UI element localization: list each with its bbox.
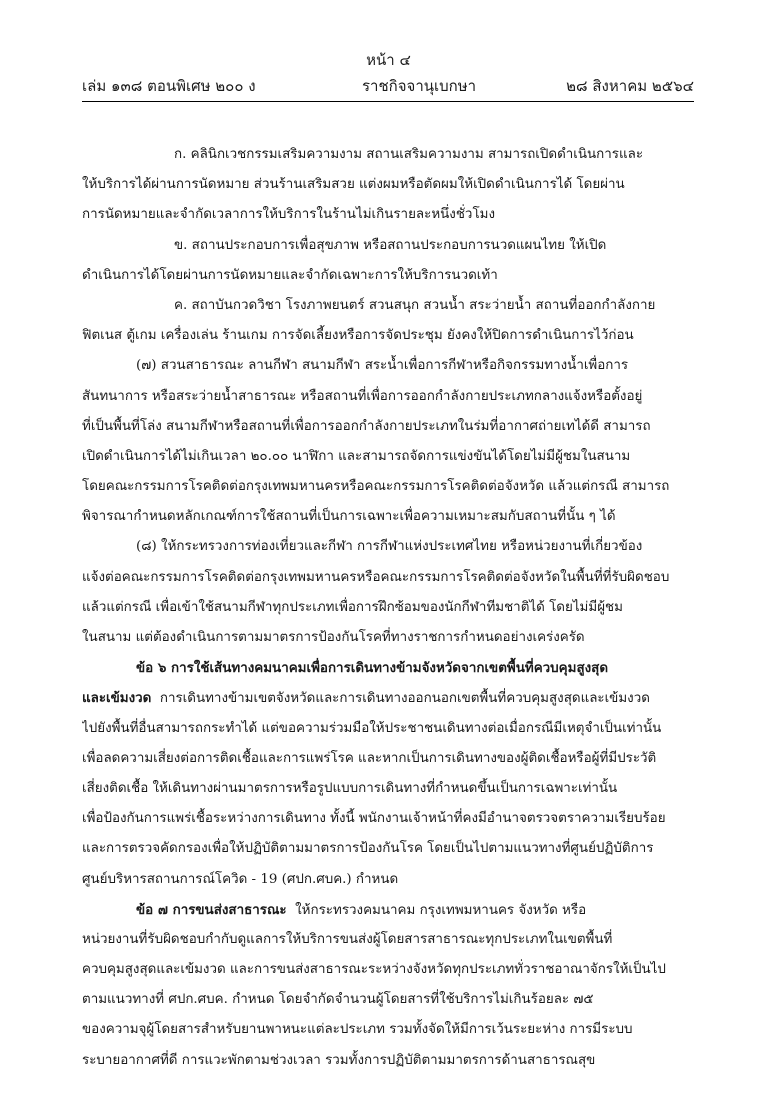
header-publication: ราชกิจจานุเบกษา (362, 77, 477, 95)
text-line: (๗) สวนสาธารณะ ลานกีฬา สนามกีฬา สระน้ำเพื่อการกีฬาหรือกิจกรรมทางน้ำเพื่อการ (136, 358, 629, 374)
text-line (82, 895, 694, 925)
header-rule (82, 101, 694, 102)
text-line: ให้บริการได้ผ่านการนัดหมาย ส่วนร้านเสริมสวย แต่งผมหรือตัดผมให้เปิดดำเนินการได้ โดยผ่าน (82, 177, 625, 193)
section-7-text: ให้กระทรวงคมนาคม กรุงเทพมหานคร จังหวัด หรือ (295, 902, 587, 918)
text-line: ก. คลินิกเวชกรรมเสริมความงาม สถานเสริมความงาม สามารถเปิดดำเนินการและ (174, 147, 644, 162)
text-line: ตามแนวทางที่ ศปก.ศบค. กำหนด โดยจำกัดจำนวนผู้โดยสารที่ใช้บริการไม่เกินร้อยละ ๗๕ (82, 992, 594, 1008)
text-line: เพื่อป้องกันการแพร่เชื้อระหว่างการเดินทาง ทั้งนี้ พนักงานเจ้าหน้าที่คงมีอำนาจตรวจตราความเรียบร้อย (82, 811, 666, 827)
text-line: ฟิตเนส ตู้เกม เครื่องเล่น ร้านเกม การจัดเลี้ยงหรือการจัดประชุม ยังคงให้ปิดการดำเนินการไว้ก่อน (82, 328, 634, 344)
text-line: ควบคุมสูงสุดและเข้มงวด และการขนส่งสาธารณะระหว่างจังหวัดทุกประเภททั่วราชอาณาจักรให้เป็นไป (82, 962, 666, 978)
text-line: แจ้งต่อคณะกรรมการโรคติดต่อกรุงเทพมหานครหรือคณะกรรมการโรคติดต่อจังหวัดในพื้นที่ที่รับผิดชอบ (82, 569, 670, 585)
text-line: ศูนย์บริหารสถานการณ์โควิด - 19 (ศปก.ศบค.) กำหนด (82, 871, 399, 887)
header-volume: เล่ม ๑๓๘ ตอนพิเศษ ๒๐๐ ง (82, 77, 256, 95)
text-line: หน่วยงานที่รับผิดชอบกำกับดูแลการให้บริการขนส่งผู้โดยสารสาธารณะทุกประเภทในเขตพื้นที่ (82, 931, 613, 947)
text-line: พิจารณากำหนดหลักเกณฑ์การใช้สถานที่เป็นการเฉพาะเพื่อความเหมาะสมกับสถานที่นั้น ๆ ได้ (82, 509, 616, 525)
text-line: ดำเนินการได้โดยผ่านการนัดหมายและจำกัดเฉพาะการให้บริการนวดเท้า (82, 267, 498, 283)
page-number: หน้า ๔ (366, 51, 411, 69)
text-line: ระบายอากาศที่ดี การแวะพักตามช่วงเวลา รวมทั้งการปฏิบัติตามมาตรการด้านสาธารณสุข (82, 1052, 596, 1068)
text-line: เปิดดำเนินการได้ไม่เกินเวลา ๒๐.๐๐ นาฬิกา และสามารถจัดการแข่งขันได้โดยไม่มีผู้ชมในสนาม (82, 448, 631, 464)
text-line: โดยคณะกรรมการโรคติดต่อกรุงเทพมหานครหรือคณะกรรมการโรคติดต่อจังหวัด แล้วแต่กรณี สามารถ (82, 479, 670, 495)
section-7-heading: ข้อ ๗ การขนส่งสาธารณะ (136, 901, 287, 918)
text-line: การนัดหมายและจำกัดเวลาการให้บริการในร้านไม่เกินรายละหนึ่งชั่วโมง (82, 207, 495, 223)
text-line: แล้วแต่กรณี เพื่อเข้าใช้สนามกีฬาทุกประเภทเพื่อการฝึกซ้อมของนักกีฬาทีมชาติได้ โดยไม่มีผู้ชม (82, 599, 623, 615)
text-line: เสี่ยงติดเชื้อ ให้เดินทางผ่านมาตรการหรือรูปแบบการเดินทางที่กำหนดขึ้นเป็นการเฉพาะเท่านั้น (82, 780, 618, 796)
text-line: (๘) ให้กระทรวงการท่องเที่ยวและกีฬา การกีฬาแห่งประเทศไทย หรือหน่วยงานที่เกี่ยวข้อง (136, 539, 643, 555)
section-6-heading: ข้อ ๖ การใช้เส้นทางคมนาคมเพื่อการเดินทางข้ามจังหวัดจากเขตพื้นที่ควบคุมสูงสุด (136, 660, 609, 677)
text-line: สันทนาการ หรือสระว่ายน้ำสาธารณะ หรือสถานที่เพื่อการออกกำลังกายประเภทกลางแจ้งหรือตั้งอยู่ (82, 388, 643, 404)
text-line: และการตรวจคัดกรองเพื่อให้ปฏิบัติตามมาตรการป้องกันโรค โดยเป็นไปตามแนวทางที่ศูนย์ปฏิบัติการ (82, 841, 654, 857)
document-body (82, 140, 694, 1076)
section-6-text: การเดินทางข้ามเขตจังหวัดและการเดินทางออกนอกเขตพื้นที่ควบคุมสูงสุดและเข้มงวด (159, 691, 650, 707)
text-line: ข. สถานประกอบการเพื่อสุขภาพ หรือสถานประกอบการนวดแผนไทย ให้เปิด (174, 237, 607, 253)
text-line: ของความจุผู้โดยสารสำหรับยานพาหนะแต่ละประเภท รวมทั้งจัดให้มีการเว้นระยะห่าง การมีระบบ (82, 1022, 633, 1038)
text-line: ที่เป็นพื้นที่โล่ง สนามกีฬาหรือสถานที่เพื่อการออกกำลังกายประเภทในร่มที่อากาศถ่ายเทได้ดี สามารถ (82, 418, 651, 434)
text-line: เพื่อลดความเสี่ยงต่อการติดเชื้อและการแพร่โรค และหากเป็นการเดินทางของผู้ติดเชื้อหรือผู้ที่มีประวัติ (82, 750, 657, 766)
header-date: ๒๘ สิงหาคม ๒๕๖๔ (566, 77, 694, 95)
text-line: ไปยังพื้นที่อื่นสามารถกระทำได้ แต่ขอความร่วมมือให้ประชาชนเดินทางต่อเมื่อกรณีมีเหตุจำเป็นเท่านั้น (82, 720, 662, 736)
section-6-heading-cont: และเข้มงวด (82, 690, 152, 707)
text-line (82, 683, 694, 713)
text-line: ในสนาม แต่ต้องดำเนินการตามมาตรการป้องกันโรคที่ทางราชการกำหนดอย่างเคร่งครัด (82, 630, 585, 645)
text-line: ค. สถาบันกวดวิชา โรงภาพยนตร์ สวนสนุก สวนน้ำ สระว่ายน้ำ สถานที่ออกกำลังกาย (174, 297, 656, 313)
